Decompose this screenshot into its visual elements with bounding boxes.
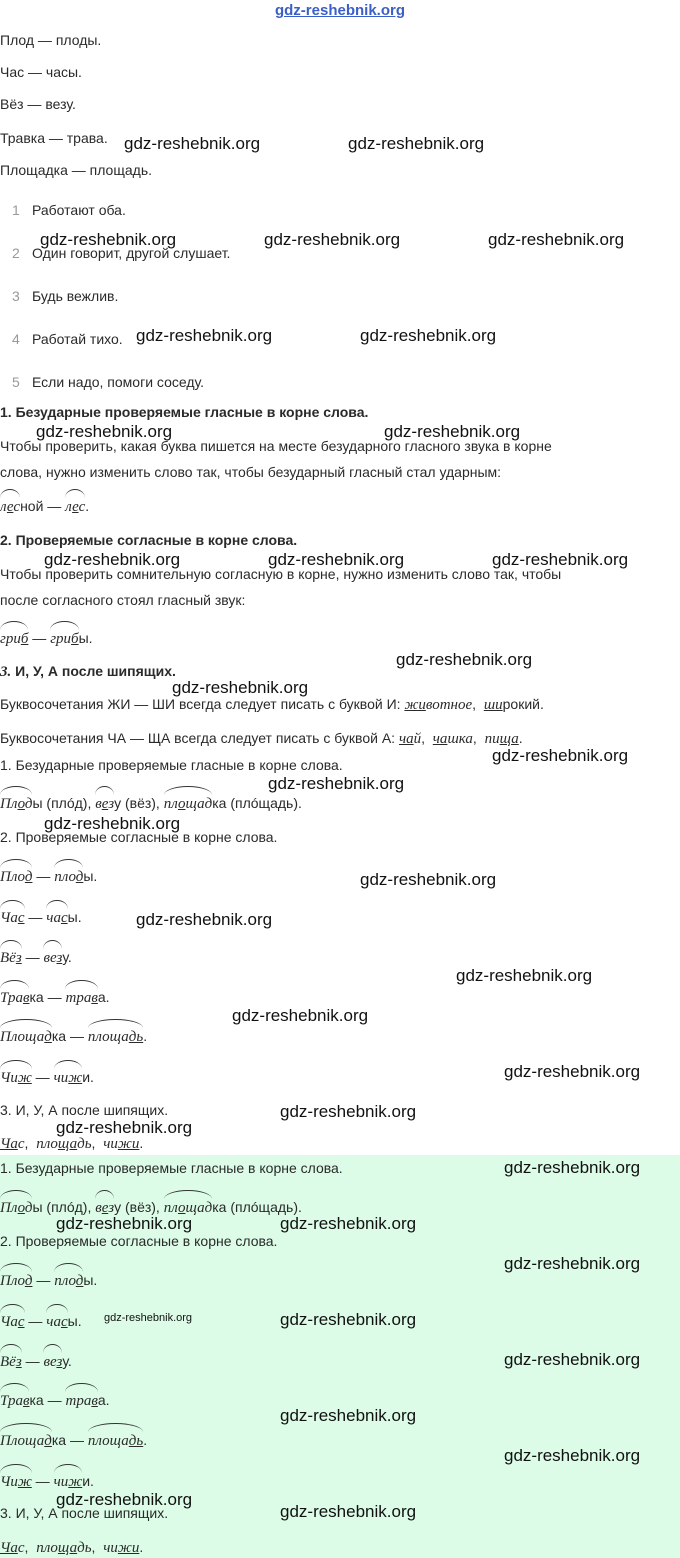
underlined-letters: д [24,1273,33,1289]
text-segment: 2. Проверяемые согласные в корне слова. [0,829,278,845]
text-segment: , [91,1539,104,1555]
text-segment: Площадка — площадь. [0,162,152,178]
underlined-letters: д [44,1433,52,1449]
watermark-text: gdz-reshebnik.org [172,678,309,697]
underlined-letters: с [17,910,25,926]
text-segment: — [21,949,44,965]
text-segment: щад [185,796,213,812]
watermark-text: gdz-reshebnik.org [504,1350,641,1369]
list-item [12,286,119,306]
text-segment: ы. [83,1272,98,1288]
word-root-arc [54,1471,83,1492]
word-root-arc [43,947,62,968]
text-segment: д [24,796,33,812]
watermark-text: gdz-reshebnik.org [136,326,273,345]
underlined-letters: с [60,1314,68,1330]
underlined-letters: з [15,1354,22,1370]
text-segment: 1. Безударные проверяемые гласные в корне слова. [0,404,369,420]
underlined-letters: в [91,990,98,1006]
watermark-text: gdz-reshebnik.org [456,966,593,985]
watermark-text: gdz-reshebnik.org [504,1254,641,1273]
text-segment: и. [82,1069,94,1085]
text-line [0,947,72,967]
text-segment: л [0,499,7,515]
text-segment: — [32,868,55,884]
text-line [0,1100,168,1120]
text-segment: чи [53,1070,69,1086]
text-segment: пло [54,869,76,885]
watermark-text: gdz-reshebnik.org [504,1158,641,1177]
text-line [0,1351,72,1371]
underlined-letters: жи [117,1540,140,1556]
word-root-arc [0,1390,29,1411]
word-root-arc [50,628,78,649]
text-segment: — [21,1353,44,1369]
underlined-letters: Ча [0,1136,18,1152]
text-segment: Чтобы проверить, какая буква пишется на месте безударного гласного звука в корне [0,438,552,454]
text-segment: д [24,1200,33,1216]
text-segment: . [85,498,90,514]
underlined-letters: ща [57,1540,78,1556]
word-root-arc [0,1351,22,1372]
watermark-text: gdz-reshebnik.org [124,134,261,153]
text-line [0,94,76,114]
underlined-letters: з [15,950,22,966]
underlined-letters: ж [17,1474,32,1490]
list-number: 2 [12,245,20,261]
text-segment: гри [50,631,72,647]
text-segment: . [518,730,523,746]
text-segment: чи [103,1540,118,1556]
watermark-text: gdz-reshebnik.org [504,1062,641,1081]
word-root-arc [0,907,25,928]
watermark-text: gdz-reshebnik.org [268,774,405,793]
text-segment: ка (плóщадь). [212,1199,302,1215]
underlined-letters: ча [398,731,414,747]
underlined-letters: б [71,631,79,647]
underlined-letters: ча [432,731,448,747]
text-segment: пл [163,1200,178,1216]
text-segment: Ча [0,910,18,926]
text-segment: Тра [0,990,23,1006]
underlined-letters: ща [499,731,519,747]
text-segment: ка — [29,989,66,1005]
text-segment: у (вёз), [114,795,164,811]
text-line [0,1537,143,1557]
text-segment: — [24,1313,47,1329]
text-segment: Работают оба. [32,202,126,218]
text-line [0,128,108,148]
word-root-arc [0,947,22,968]
text-segment: вотное [425,697,473,713]
text-segment: у (вёз), [114,1199,164,1215]
text-segment: дь [77,1136,92,1152]
text-line [0,496,89,516]
text-segment: И, У, А после шипящих. [11,663,176,679]
word-root-arc [0,1067,32,1088]
text-segment: площа [87,1433,129,1449]
text-segment: а. [97,1392,110,1408]
list-item [12,200,126,220]
text-segment: Если надо, помоги соседу. [32,374,204,390]
text-segment: ка — [51,1028,88,1044]
word-root-arc [0,987,29,1008]
word-root-arc [54,1067,83,1088]
watermark-text: gdz-reshebnik.org [104,1312,193,1324]
text-segment: ве [43,950,57,966]
watermark-text: gdz-reshebnik.org [280,1214,417,1233]
underlined-letters: е [101,796,109,812]
underlined-letters: д [75,869,84,885]
text-line [0,30,101,50]
text-segment: в [95,1200,102,1216]
text-segment: . [143,1028,148,1044]
text-segment: . [139,1539,144,1555]
word-root-arc [0,1270,32,1291]
watermark-text: gdz-reshebnik.org [136,910,273,929]
text-segment: Чтобы проверить сомнительную согласную в корне, нужно изменить слово так, чтобы [0,566,562,582]
underlined-letters: з [56,1354,63,1370]
text-segment: шка [447,731,473,747]
text-segment: пи [484,731,500,747]
underlined-letters: е [101,1200,109,1216]
text-line [0,1430,147,1450]
watermark-text: gdz-reshebnik.org [36,422,173,441]
text-line [0,590,245,610]
word-root-arc [0,1197,32,1218]
text-segment: — [24,909,47,925]
text-line [0,987,110,1007]
text-segment: — [28,630,51,646]
text-segment: Один говорит, другой слушает. [32,245,231,261]
underlined-letters: в [22,990,30,1006]
list-item [12,329,123,349]
underlined-letters: ж [68,1474,83,1490]
text-segment: а. [97,989,110,1005]
text-line [0,755,343,775]
text-line [0,160,152,180]
text-line [0,907,82,927]
text-segment: пло [36,1136,58,1152]
watermark-text: gdz-reshebnik.org [264,230,401,249]
text-segment: . [143,1432,148,1448]
text-segment: ы. [78,630,93,646]
watermark-text: gdz-reshebnik.org [44,550,181,569]
list-number: 3 [12,288,20,304]
watermark-text: gdz-reshebnik.org [504,1446,641,1465]
text-segment: в [95,796,102,812]
text-segment: Вё [0,1354,16,1370]
list-item [12,372,204,392]
text-segment: Буквосочетания ЧА — ЩА всегда следует писать с буквой А: [0,730,399,746]
text-segment: у. [62,1353,72,1369]
text-segment: гри [0,631,21,647]
text-segment: , [472,730,485,746]
text-segment: ы. [67,909,82,925]
watermark-text: gdz-reshebnik.org [492,550,629,569]
text-segment: у. [62,949,72,965]
text-segment: пло [54,1273,76,1289]
word-root-arc [164,793,213,814]
text-segment: ной — [20,498,66,514]
text-segment: и. [82,1473,94,1489]
text-segment: ы (плóд), [32,795,96,811]
underlined-letters: б [20,631,29,647]
text-segment: слова, нужно изменить слово так, чтобы безударный гласный стал ударным: [0,464,502,480]
section-heading [0,530,297,550]
text-segment: тра [65,990,92,1006]
watermark-text: gdz-reshebnik.org [40,230,177,249]
text-segment: пло [36,1540,58,1556]
underlined-letters: ши [483,697,503,713]
text-segment: площа [87,1029,129,1045]
word-root-arc [54,1270,83,1291]
text-segment: после согласного стоял гласный звук: [0,592,246,608]
list-number: 4 [12,331,20,347]
text-line [0,1158,343,1178]
text-line [0,1026,147,1046]
text-segment: ы (плóд), [32,1199,96,1215]
underlined-letters: жи [117,1136,140,1152]
word-root-arc [46,907,67,928]
text-segment: , [24,1135,37,1151]
text-segment: пл [163,796,178,812]
word-root-arc [0,1026,52,1047]
watermark-text: gdz-reshebnik.org [348,134,485,153]
watermark-text: gdz-reshebnik.org [56,1118,193,1137]
text-segment: 1. Безударные проверяемые гласные в корне слова. [0,1160,343,1176]
text-segment: с [17,1136,25,1152]
text-line [0,1067,94,1087]
text-line [0,1311,82,1331]
word-root-arc [43,1351,62,1372]
word-root-arc [0,1311,25,1332]
text-segment: Чи [0,1070,18,1086]
list-number: 1 [12,202,20,218]
text-segment: , [24,1539,37,1555]
word-root-arc [54,866,83,887]
text-segment: Плод — плоды. [0,32,102,48]
text-segment: ча [46,1314,61,1330]
word-root-arc [0,628,28,649]
word-root-arc [95,793,114,814]
text-segment: , [421,730,433,746]
text-segment: 1. Безударные проверяемые гласные в корне слова. [0,757,343,773]
underlined-letters: д [75,1273,84,1289]
text-segment: з [108,1200,115,1216]
text-segment: Пло [0,1273,25,1289]
text-segment: Час — часы. [0,64,82,80]
underlined-letters: е [6,499,14,515]
underlined-letters: дь [128,1433,144,1449]
text-line [0,1390,110,1410]
site-header-link[interactable]: gdz-reshebnik.org [274,2,405,19]
text-segment: , [472,696,484,712]
watermark-text: gdz-reshebnik.org [280,1310,417,1329]
text-segment: 2. Проверяемые согласные в корне слова. [0,532,298,548]
word-root-arc [88,1026,143,1047]
text-segment: ка (плóщадь). [212,795,302,811]
word-root-arc [65,1390,97,1411]
text-segment: Работай тихо. [32,331,123,347]
text-segment: с [13,499,21,515]
watermark-text: gdz-reshebnik.org [396,650,533,669]
text-segment: ве [43,1354,57,1370]
text-segment: , [91,1135,104,1151]
text-segment: 3. И, У, А после шипящих. [0,1505,169,1521]
text-segment: дь [77,1540,92,1556]
text-segment: 2. Проверяемые согласные в корне слова. [0,1233,278,1249]
watermark-text: gdz-reshebnik.org [56,1490,193,1509]
word-root-arc [0,1471,32,1492]
underlined-letters: ж [68,1070,83,1086]
watermark-text: gdz-reshebnik.org [280,1102,417,1121]
watermark-text: gdz-reshebnik.org [280,1502,417,1521]
text-line [0,793,302,813]
text-segment: Пло [0,869,25,885]
text-segment: с [17,1540,25,1556]
text-segment: . [139,1135,144,1151]
underlined-letters: Ча [0,1540,18,1556]
underlined-letters: д [24,869,33,885]
underlined-letters: о [17,796,25,812]
underlined-letters: с [60,910,68,926]
text-segment: ка — [51,1432,88,1448]
text-segment: л [65,499,73,515]
word-root-arc [0,793,32,814]
underlined-letters: д [44,1029,52,1045]
watermark-text: gdz-reshebnik.org [360,326,497,345]
watermark-text: gdz-reshebnik.org [360,870,497,889]
word-root-arc [46,1311,67,1332]
watermark-text: gdz-reshebnik.org [384,422,521,441]
underlined-letters: в [91,1393,98,1409]
text-line [0,1471,94,1491]
watermark-text: gdz-reshebnik.org [268,550,405,569]
text-line [0,628,93,648]
text-segment: — [31,1069,54,1085]
text-segment: Вё [0,950,16,966]
word-root-arc [65,987,97,1008]
text-segment: чи [53,1474,69,1490]
text-segment: Площа [0,1029,45,1045]
section-heading [0,661,176,681]
text-segment: 3. И, У, А после шипящих. [0,1102,169,1118]
text-line [0,728,523,748]
underlined-letters: в [22,1393,30,1409]
underlined-letters: о [17,1200,25,1216]
word-root-arc [65,496,85,517]
text-line [0,462,501,482]
underlined-letters: с [17,1314,25,1330]
text-segment: щад [185,1200,213,1216]
text-segment: Пл [0,1200,18,1216]
text-segment: ча [46,910,61,926]
watermark-text: gdz-reshebnik.org [44,814,181,833]
text-segment: ы. [83,868,98,884]
word-root-arc [0,866,32,887]
underlined-letters: жи [404,697,426,713]
text-line [0,1270,97,1290]
text-segment: 3. [0,664,12,680]
text-segment: Пл [0,796,18,812]
word-root-arc [88,1430,143,1451]
watermark-text: gdz-reshebnik.org [492,746,629,765]
text-segment: ка — [29,1392,66,1408]
text-line [0,866,97,886]
underlined-letters: ща [57,1136,78,1152]
text-segment: Тра [0,1393,23,1409]
text-segment: — [32,1272,55,1288]
text-segment: рокий. [502,696,544,712]
text-segment: Вёз — везу. [0,96,76,112]
underlined-letters: е [72,499,79,515]
underlined-letters: о [177,796,186,812]
underlined-letters: дь [128,1029,144,1045]
word-root-arc [0,496,20,517]
text-line [0,1231,277,1251]
list-number: 5 [12,374,20,390]
text-segment: Буквосочетания ЖИ — ШИ всегда следует писать с буквой И: [0,696,405,712]
text-segment: ы. [67,1313,82,1329]
text-line [0,62,82,82]
underlined-letters: о [177,1200,186,1216]
watermark-text: gdz-reshebnik.org [56,1214,193,1233]
underlined-letters: з [56,950,63,966]
text-segment: Чи [0,1474,18,1490]
text-segment: с [78,499,86,515]
text-segment: з [108,796,115,812]
text-segment: — [31,1473,54,1489]
text-segment: тра [65,1393,92,1409]
watermark-text: gdz-reshebnik.org [280,1406,417,1425]
word-root-arc [0,1430,52,1451]
text-segment: Ча [0,1314,18,1330]
text-segment: Травка — трава. [0,130,108,146]
text-segment: й [413,731,422,747]
text-segment: чи [103,1136,118,1152]
watermark-text: gdz-reshebnik.org [232,1006,369,1025]
underlined-letters: ж [17,1070,32,1086]
text-segment: Будь вежлив. [32,288,119,304]
section-heading [0,402,368,422]
text-segment: Площа [0,1433,45,1449]
watermark-text: gdz-reshebnik.org [488,230,625,249]
